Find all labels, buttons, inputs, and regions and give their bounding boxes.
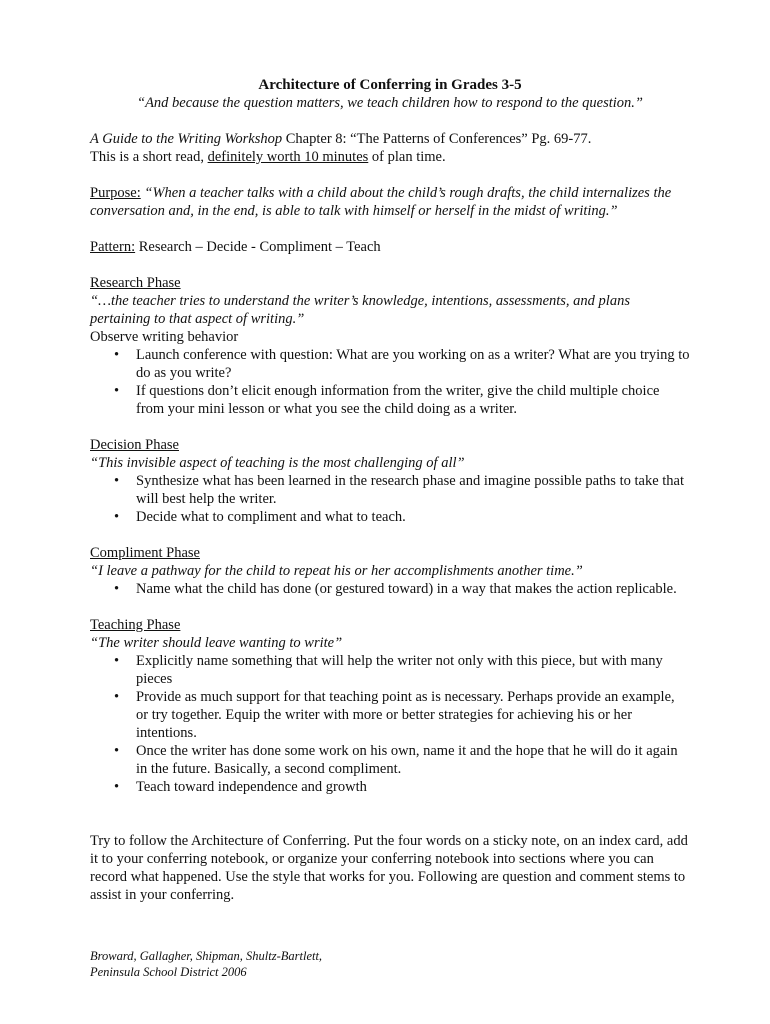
section-research [90,274,690,418]
document-subtitle: “And because the question matters, we teach children how to respond to the question.” [137,95,643,111]
purpose-label: Purpose: [90,185,141,201]
pattern-label: Pattern: [90,239,136,255]
purpose-paragraph [90,184,690,220]
bullet-item: • Teach toward independence and growth [90,778,690,796]
bullet-item: • Synthesize what has been learned in the research phase and imagine possible paths to take that will best help the writer. [90,472,690,508]
section-quote: “I leave a pathway for the child to repeat his or her accomplishments another time.” [90,563,583,579]
bullet-list [90,346,690,418]
section-teaching [90,616,690,796]
section-quote: “The writer should leave wanting to write” [90,635,343,651]
bullet-item: • Name what the child has done (or gestured toward) in a way that makes the action replicable. [90,580,690,598]
purpose-quote: “When a teacher talks with a child about the child’s rough drafts, the child internalizes the conversation and, in the end, is able to talk with himself or herself in the midst of writing.” [90,185,672,219]
pattern-text: Research – Decide - Compliment – Teach [135,239,381,255]
bullet-item: • Explicitly name something that will help the writer not only with this piece, but with many pieces [90,652,690,688]
guide-reference [90,130,690,148]
section-compliment [90,544,690,598]
bullet-item: • Once the writer has done some work on his own, name it and the hope that he will do it again in the future. Basically, a second compliment. [90,742,690,778]
section-heading: Teaching Phase [90,617,181,633]
bullet-item: • Launch conference with question: What are you working on as a writer? What are you trying to do as you write? [90,346,690,382]
section-heading: Research Phase [90,275,181,291]
book-title: A Guide to the Writing Workshop [90,131,283,147]
section-quote: “This invisible aspect of teaching is the most challenging of all” [90,455,465,471]
worth-emphasis: definitely worth 10 minutes [207,149,369,165]
bullet-item: • If questions don’t elicit enough information from the writer, give the child multiple choice from your mini lesson or what you see the child doing as a writer. [90,382,690,418]
section-heading: Compliment Phase [90,545,200,561]
bullet-item: • Decide what to compliment and what to teach. [90,508,690,526]
bullet-item: • Provide as much support for that teaching point as is necessary. Perhaps provide an example, or try together. Equip the writer with more or better strategies for achieving his or her intentions. [90,688,690,742]
footer-credit [90,948,322,980]
short-read-note: This is a short read, definitely worth 10 minutes of plan time. [90,149,446,165]
section-heading: Decision Phase [90,437,179,453]
document-body [90,76,690,904]
section-intro: Observe writing behavior [90,329,239,345]
closing-paragraph: Try to follow the Architecture of Conferring. Put the four words on a sticky note, on an index card, add it to your conferring notebook, or organize your conferring notebook into sections where you can record what happened. Use the style that works for you. Following are question and comment stems to assist in your conferring. [90,833,688,903]
bullet-list [90,580,690,598]
section-quote: “…the teacher tries to understand the writer’s knowledge, intentions, assessments, and plans pertaining to that aspect of writing.” [90,293,630,327]
pattern-line [90,238,690,256]
document-title: Architecture of Conferring in Grades 3-5 [258,77,522,93]
section-decision [90,436,690,526]
bullet-list [90,652,690,796]
chapter-reference: Chapter 8: “The Patterns of Conferences” Pg. 69-77. [282,131,592,147]
footer-district: Peninsula School District 2006 [90,965,247,979]
bullet-list [90,472,690,526]
footer-authors: Broward, Gallagher, Shipman, Shultz-Bartlett, [90,949,323,963]
